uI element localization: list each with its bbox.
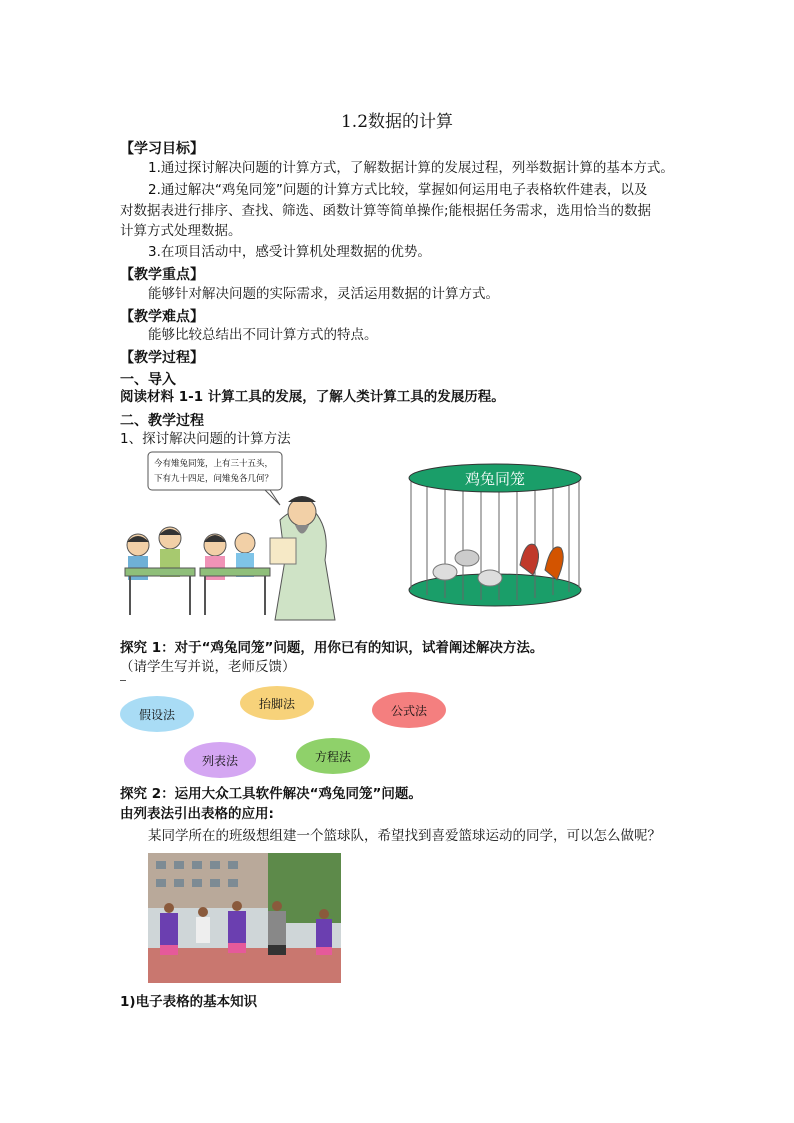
basketball-text: 某同学所在的班级想组建一个篮球队，希望找到喜爱篮球运动的同学，可以怎么做呢？ [148,828,661,844]
method-assumption: 假设法 [120,696,194,732]
goal-1: 1.通过探讨解决问题的计算方式，了解数据计算的发展过程，列举数据计算的基本方式。 [148,160,674,176]
classroom-illustration [120,450,360,625]
intro-text: 阅读材料 1-1 计算工具的发展，了解人类计算工具的发展历程。 [120,389,505,405]
key-points-text: 能够针对解决问题的实际需求，灵活运用数据的计算方式。 [148,286,499,302]
method-lift-feet: 抬脚法 [240,686,314,720]
cage-label: 鸡兔同笼 [464,470,526,488]
difficulty-heading: 【教学难点】 [120,309,204,325]
speech-line-1: 今有雉兔同笼，上有三十五头， [154,459,274,469]
goal-2-line3: 计算方式处理数据。 [120,223,242,239]
goal-2-line1: 2.通过解决“鸡兔同笼”问题的计算方式比较，掌握如何运用电子表格软件建表，以及 [148,182,648,198]
explore-1: 探究 1：对于“鸡兔同笼”问题，用你已有的知识，试着阐述解决方法。 [120,640,544,656]
difficulty-text: 能够比较总结出不同计算方式的特点。 [148,327,378,343]
process-heading: 【教学过程】 [120,350,204,366]
speech-line-2: 下有九十四足，问雉兔各几何？ [154,474,274,484]
table-intro: 由列表法引出表格的应用: [120,806,274,822]
teaching-process-heading: 二、教学过程 [120,413,204,429]
basketball-photo [148,853,341,983]
explore-1-note: （请学生写并说，老师反馈） [120,659,296,675]
explore-2: 探究 2：运用大众工具软件解决“鸡兔同笼”问题。 [120,786,422,802]
goals-heading: 【学习目标】 [120,141,204,157]
goal-3: 3.在项目活动中，感受计算机处理数据的优势。 [148,244,431,260]
page-title: 1.2数据的计算 [340,112,454,132]
method-equation: 方程法 [296,738,370,774]
goal-2-line2: 对数据表进行排序、查找、筛选、函数计算等简单操作;能根据任务需求，选用恰当的数据 [120,203,652,219]
method-formula: 公式法 [372,692,446,728]
spreadsheet-heading: 1)电子表格的基本知识 [120,994,258,1010]
chicken-rabbit-cage-illustration [405,460,585,610]
blank-line [120,680,126,681]
intro-heading: 一、导入 [120,372,176,388]
key-points-heading: 【教学重点】 [120,267,204,283]
method-listing: 列表法 [184,742,256,778]
step-1: 1、探讨解决问题的计算方法 [120,431,291,447]
